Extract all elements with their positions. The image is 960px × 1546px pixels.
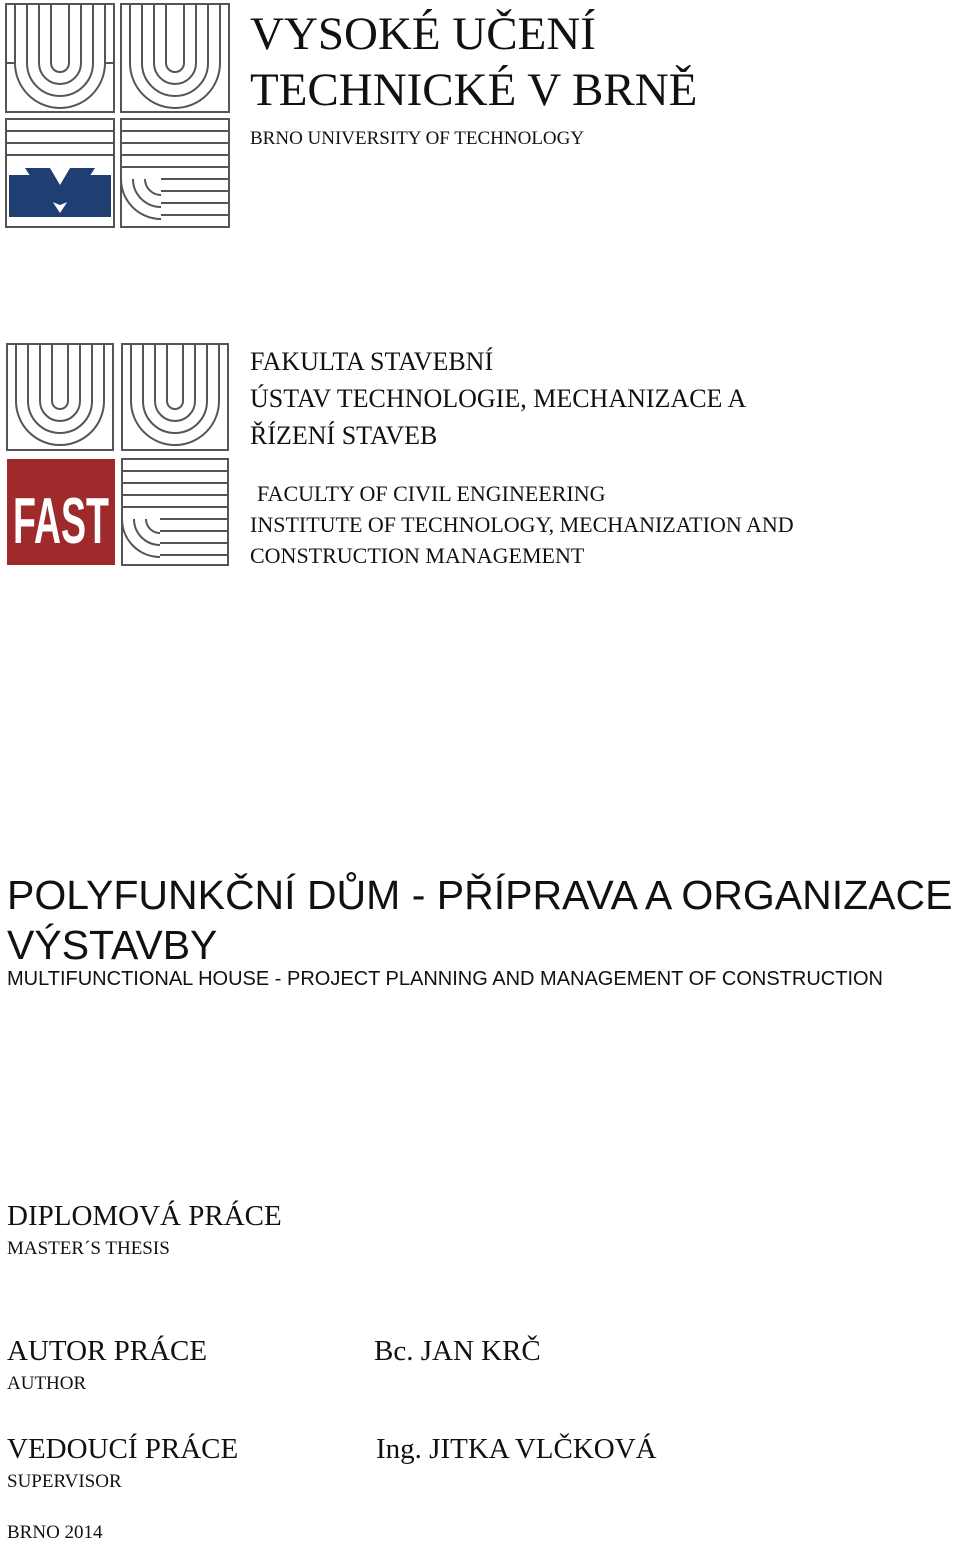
faculty-cz <box>250 343 746 454</box>
supervisor-label-en: SUPERVISOR <box>7 1471 122 1492</box>
university-name <box>250 6 697 118</box>
vut-logo <box>5 3 231 229</box>
supervisor-label-cz: VEDOUCÍ PRÁCE <box>7 1433 239 1465</box>
svg-text:FAST: FAST <box>13 485 110 558</box>
place-year: BRNO 2014 <box>7 1522 103 1543</box>
university-name-cz-line2: TECHNICKÉ V BRNĚ <box>250 64 698 116</box>
faculty-cz-line2: ÚSTAV TECHNOLOGIE, MECHANIZACE A <box>250 384 747 413</box>
thesis-title-en: MULTIFUNCTIONAL HOUSE - PROJECT PLANNING AND MANAGEMENT OF CONSTRUCTION <box>7 968 883 990</box>
thesis-title-cz: POLYFUNKČNÍ DŮM - PŘÍPRAVA A ORGANIZACE VÝSTAVBY <box>7 872 953 968</box>
author-label-cz: AUTOR PRÁCE <box>7 1335 208 1367</box>
supervisor-name: Ing. JITKA VLČKOVÁ <box>376 1433 657 1465</box>
university-name-cz-line1: VYSOKÉ UČENÍ <box>250 8 596 60</box>
author-label-en: AUTHOR <box>7 1373 87 1394</box>
faculty-en-line1: FACULTY OF CIVIL ENGINEERING <box>257 481 606 506</box>
faculty-en <box>250 478 794 571</box>
author-name: Bc. JAN KRČ <box>374 1335 541 1367</box>
faculty-cz-line1: FAKULTA STAVEBNÍ <box>250 347 494 376</box>
fast-logo <box>6 343 230 567</box>
university-name-en: BRNO UNIVERSITY OF TECHNOLOGY <box>250 128 585 149</box>
faculty-en-line2: INSTITUTE OF TECHNOLOGY, MECHANIZATION AND <box>250 512 794 537</box>
faculty-en-line3: CONSTRUCTION MANAGEMENT <box>250 543 585 568</box>
faculty-cz-line3: ŘÍZENÍ STAVEB <box>250 421 438 450</box>
thesis-type-cz: DIPLOMOVÁ PRÁCE <box>7 1200 282 1232</box>
thesis-type-en: MASTER´S THESIS <box>7 1238 170 1259</box>
